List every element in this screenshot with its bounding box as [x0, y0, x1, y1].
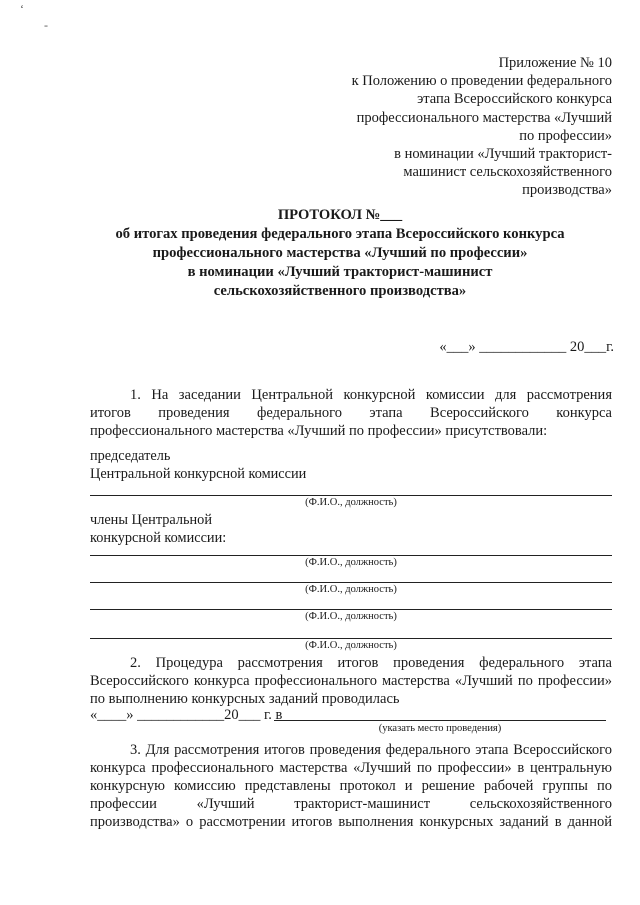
members-label [90, 511, 226, 547]
title-line: об итогах проведения федерального этапа Всероссийского конкурса [115, 226, 565, 242]
label-line: конкурсной комиссии: [90, 530, 227, 546]
appendix-line: к Положению о проведении федерального [351, 73, 612, 90]
member-field[interactable] [90, 638, 612, 639]
title-line: ПРОТОКОЛ №___ [277, 207, 403, 223]
field-caption: (Ф.И.О., должность) [305, 497, 397, 508]
place-field[interactable] [274, 720, 606, 721]
appendix-line: в номинации «Лучший тракторист- [394, 146, 612, 163]
field-caption: (Ф.И.О., должность) [305, 611, 397, 622]
paragraph-line: конкурса профессионального мастерства «Лучший по профессии» в центральную [90, 760, 612, 776]
title-line: профессионального мастерства «Лучший по профессии» [152, 245, 528, 261]
paragraph-line: конкурсную комиссию представлены протокол и решение рабочей группы по [90, 778, 612, 794]
section-1-paragraph [90, 386, 612, 440]
chairman-label [90, 447, 306, 483]
section-3-paragraph [90, 741, 612, 831]
paragraph-line: по выполнению конкурсных заданий проводилась [90, 691, 400, 707]
appendix-line: производства» [522, 182, 612, 199]
appendix-line: профессионального мастерства «Лучший [356, 109, 612, 126]
chairman-field[interactable] [90, 495, 612, 496]
appendix-header [342, 54, 612, 200]
scan-mark: - [44, 18, 48, 32]
paragraph-line: 2. Процедура рассмотрения итогов проведения федерального этапа [130, 655, 612, 671]
label-line: Центральной конкурсной комиссии [90, 466, 307, 482]
member-field[interactable] [90, 582, 612, 583]
paragraph-line: производства» о рассмотрении итогов выполнения конкурсных заданий в данной [90, 814, 612, 830]
section-2-paragraph [90, 654, 612, 708]
member-field[interactable] [90, 555, 612, 556]
member-field[interactable] [90, 609, 612, 610]
document-title [60, 206, 620, 301]
paragraph-line: 3. Для рассмотрения итогов проведения федерального этапа Всероссийского [130, 742, 612, 758]
paragraph-line: 1. На заседании Центральной конкурсной комиссии для рассмотрения [130, 387, 612, 403]
appendix-line: машинист сельскохозяйственного [403, 164, 612, 181]
label-line: члены Центральной [90, 512, 212, 528]
paragraph-line: профессии «Лучший тракторист-машинист сельскохозяйственного [90, 796, 612, 812]
appendix-line: Приложение № 10 [498, 55, 612, 71]
paragraph-line: итогов проведения федерального этапа Всероссийского конкурса [90, 405, 612, 421]
scan-mark: ‘ [20, 2, 24, 16]
field-caption: (Ф.И.О., должность) [305, 557, 397, 568]
field-caption: (Ф.И.О., должность) [305, 640, 397, 651]
place-caption: (указать место проведения) [378, 723, 502, 734]
appendix-line: по профессии» [519, 127, 612, 144]
paragraph-line: Всероссийского конкурса профессионального мастерства «Лучший по профессии» [90, 673, 612, 689]
field-caption: (Ф.И.О., должность) [305, 584, 397, 595]
protocol-date: «___» ____________ 20___г. [439, 339, 614, 355]
title-line: в номинации «Лучший тракторист-машинист [187, 264, 493, 280]
date-place-line: «____» ____________20___ г. в [90, 707, 283, 723]
label-line: председатель [90, 448, 171, 464]
title-line: сельскохозяйственного производства» [213, 283, 467, 299]
appendix-line: этапа Всероссийского конкурса [417, 91, 612, 108]
paragraph-line: профессионального мастерства «Лучший по профессии» присутствовали: [90, 423, 548, 439]
